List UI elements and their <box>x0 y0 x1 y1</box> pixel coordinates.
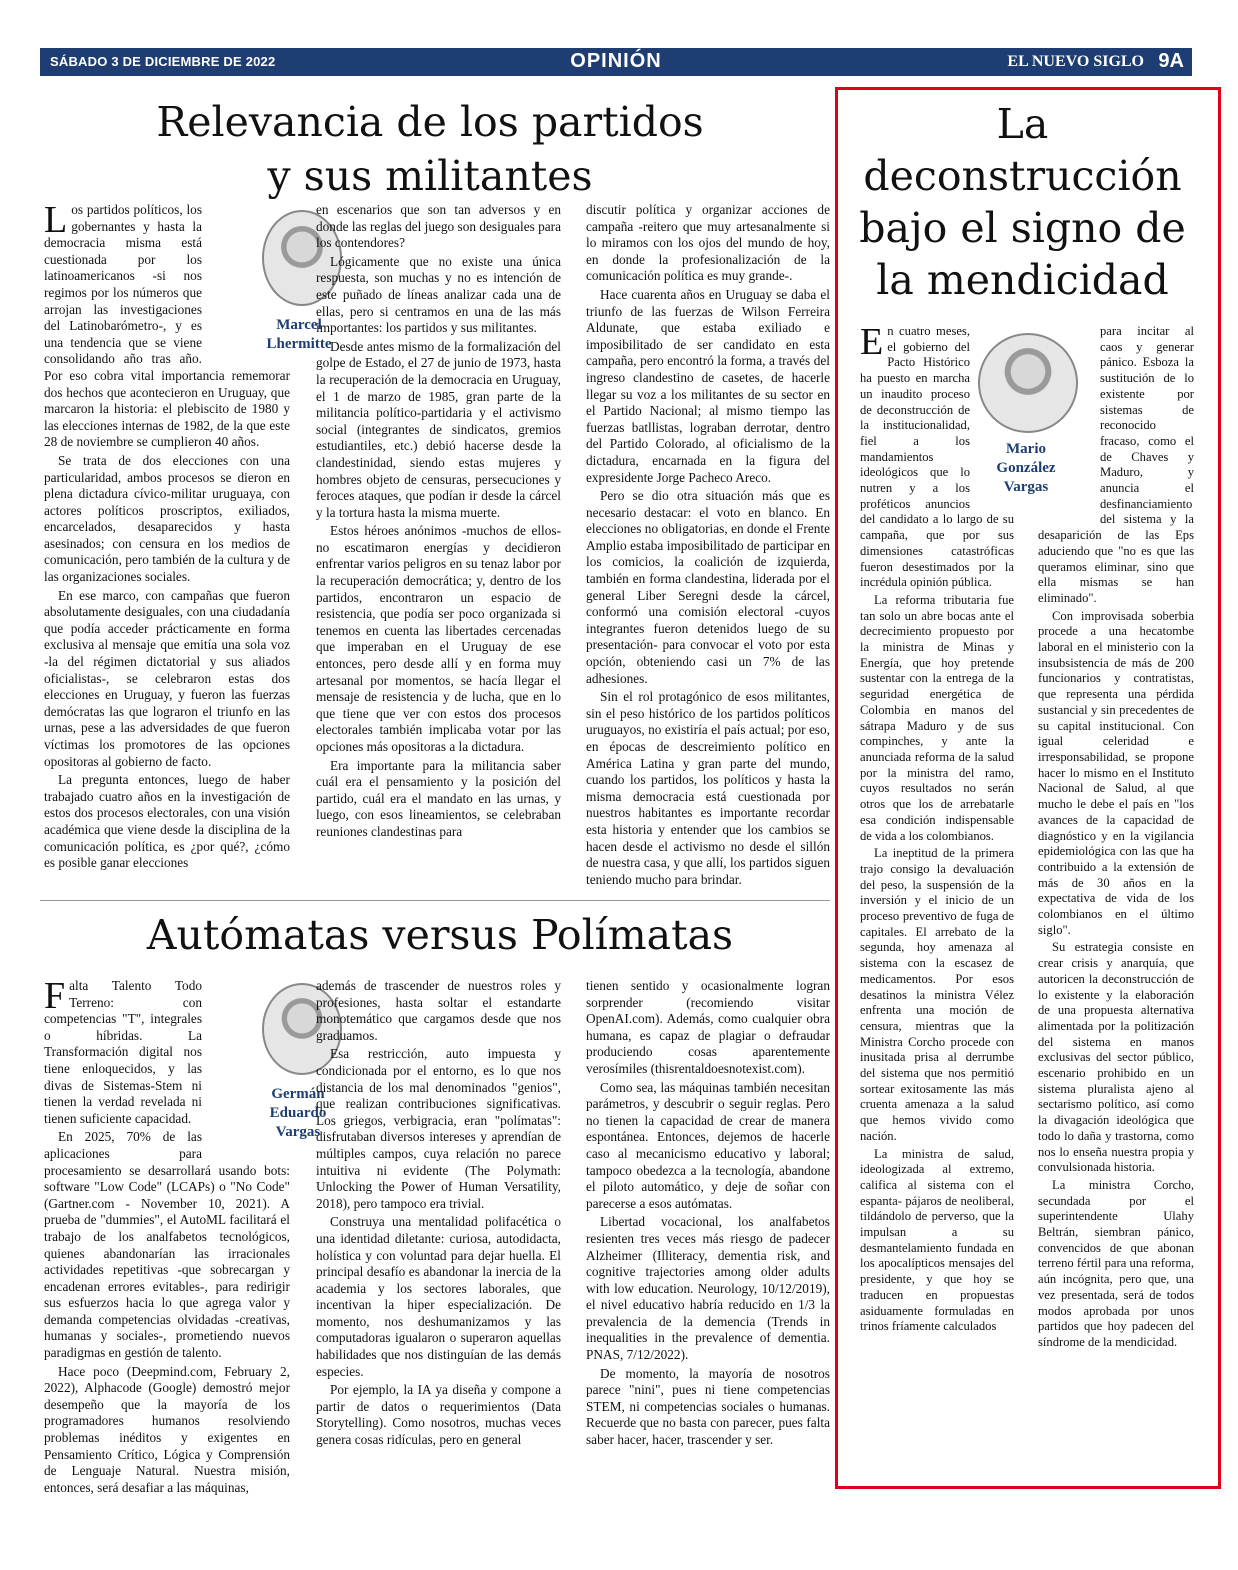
article2-col3-p1: Como sea, las máquinas también necesitan parámetros, y descubrir o seguir reglas. Pero no tienen la capacidad de crear de manera espontánea. Entonces, dejemos de hacerle caso al mecanicismo educativo y laboral; tampoco obedezca a la tecnología, abandone el piloto automático, y deje de soñar con parecerse a esos autómatas. <box>586 1079 830 1211</box>
header-paper-name: EL NUEVO SIGLO <box>1007 53 1144 70</box>
article1-col3-p1: Hace cuarenta años en Uruguay se daba el triunfo de las fuerzas de Wilson Ferreira Aldunate, que estaba exiliado e imposibilitado de ser candidato en esta campaña, pero encontró la forma, a través del ingreso clandestino de casetes, de hacerle llegar su voz a los militantes de su sector en el Partido Nacional; al mismo tiempo las fuerzas batllistas, lograban derrotar, dentro del Partido Colorado, al oficialismo de la dictadura, encarnada en la figura del expresidente Jorge Pacheco Areco. <box>586 286 830 485</box>
article1-col2-p1: Lógicamente que no existe una única respuesta, son muchas y no es intención de este puñado de líneas analizar cada una de ellas, pero si centramos en una de las más importantes: los partidos y sus militantes. <box>316 253 561 336</box>
article3-col1-p2: La ineptitud de la primera trajo consigo la devaluación del peso, la suspensión de la inversión y el inicio de un proceso preventivo de fuga de capitales. El arrebato de la segunda, hoy amenaza al sistema con la escasez de medicamentos. Por esos desatinos la ministra Vélez enfrenta una moción de censura, mientras que la Ministra Corcho procede con inusitada prisa al derrumbe del sistema que nos permitió sortear exitosamente las más cruenta amenaza a la salud que hemos vivido como nación. <box>860 846 1014 1143</box>
article1-title-line2: y sus militantes <box>267 152 593 200</box>
article1-column-1 <box>44 199 290 892</box>
article3-title <box>850 98 1195 306</box>
article3-col2-p2: Su estrategia consiste en crear crisis y anarquía, que autoricen la deconstrucción de lo existente y la elaboración de una propuesta alternativa alimentada por la politización del sistema en manos exclusivas del sector público, escenario prohibido en un sistema pluralista ajeno al sectarismo político, así como la divagación ideológica que todo lo daña y trastorna, como nos lo enseña nuestra propia y convulsionada historia. <box>1038 940 1194 1175</box>
article3-col1-p1: La reforma tributaria fue tan solo un abre bocas ante el decrecimiento propuesto por la ministra de Minas y Energía, que hoy pretende sustentar con la entrega de la seguridad energética de Colombia en manos del sátrapa Maduro y de sus compinches, y ante la anunciada reforma de la salud por la ministra del ramo, cuyos resultados no serán otros que los de arrebatarle esa condición indispensable de vida a los colombianos. <box>860 592 1014 843</box>
article3-col2-p1: Con improvisada soberbia procede a una hecatombe laboral en el ministerio con la insubsistencia de más de 200 funcionarios y contratistas, que representa una pérdida sustancial y sin precedentes de su capital institucional. Con igual celeridad e irresponsabilidad, se propone hacer lo mismo en el Instituto Nacional de Salud, al que mucho le debe el país en "los avances de la capacidad de diagnóstico y en la vigilancia epidemiológica con las que ha contribuido a la extensión de más de 30 años en la expectativa de vida de los colombianos en el último siglo". <box>1038 608 1194 937</box>
article1-col1-p2: En ese marco, con campañas que fueron absolutamente desiguales, con una ciudadanía que podía acceder prácticamente en forma exclusiva al mensaje que emitía una sola voz -la del régimen dictatorial y sus aliados oficialistas-, se celebraron estas dos elecciones en Uruguay, y fueron las fuerzas demócratas las que lograron el triunfo en las urnas, pese a las adversidades de que fueron víctimas los promotores de las opciones opositoras al gobierno de facto. <box>44 587 290 769</box>
article2-col2-p1: Esa restricción, auto impuesta y condicionada por el entorno, es lo que nos distancia de los mal denominados "genios", que realizan contribuciones significativas. Los griegos, verbigracia, eran "polímatas": disfrutaban diversos intereses y aprendían de múltiples campos, cuya relación no parece intuitiva ni evidente (The Polymath: Unlocking the Power of Human Versatility, 2018), pero tampoco era trivial. <box>316 1046 561 1211</box>
article3-col1-p0: n cuatro meses, el gobierno del Pacto Histórico ha puesto en marcha un inaudito proceso de deconstrucción de la institucionalidad, fiel a los mandamientos ideológicos que lo nutren y a los proféticos anuncios del candidato a lo largo de su campaña, que por sus dimensiones catastróficas fueron desestimados por la incrédula opinión pública. <box>860 324 1014 590</box>
article3-title-line1: La <box>996 100 1049 148</box>
article3-title-line4: la mendicidad <box>876 256 1169 304</box>
article3-col2-p3: La ministra Corcho, secundada por el superintendente Ulahy Beltrán, siembran pánico, convencidos de que abonan terreno fértil para una reforma, aún incógnita, pero que, una vez presentada, será de todos modos aprobada por unos partidos que hoy padecen del síndrome de la mendicidad. <box>1038 1177 1194 1349</box>
article2-author-name: Germán Eduardo Vargas <box>269 1086 327 1140</box>
article3-column-2 <box>1038 324 1194 1474</box>
article3-dropcap: E <box>860 321 884 363</box>
article1-dropcap: L <box>44 199 68 241</box>
header-date: SÁBADO 3 DE DICIEMBRE DE 2022 <box>50 54 276 69</box>
article2-col3-p3: De momento, la mayoría de nosotros parece "nini", pues ni tiene competencias STEM, ni competencias sociales o humanas. Recuerde que no basta con parecer, pues falta saber hacer, hacer, trascender y ser. <box>586 1365 830 1448</box>
article3-col2-p0: para incitar al caos y generar pánico. Esboza la sustitución de lo existente por sistemas de reconocido fracaso, como el de Chaves y Maduro, y anuncia el desfinanciamiento del sistema y la desaparición de las Eps aduciendo que "no es que las queramos eliminar, sino que ella mismas se han eliminado". <box>1038 324 1194 605</box>
article1-column-3 <box>586 202 830 892</box>
article1-col3-p2: Pero se dio otra situación más que es necesario destacar: el voto en blanco. En elecciones no obligatorias, en donde el Frente Amplio estaba imposibilitado de participar en los comicios, la coalición de izquierda, también en forma clandestina, liderada por el general Liber Seregni desde la cárcel, conformó una comisión electoral -cuyos integrantes fueron detenidos luego de su presentación- para convocar el voto por esta opción, obteniendo casi un 7% de las adhesiones. <box>586 488 830 686</box>
article2-col1-p1: En 2025, 70% de las aplicaciones para procesamiento se desarrollará usando bots: software "Low Code" (LCAPs) o "No Code" (Gartner.com - November 10, 2021). A prueba de "dummies", el AutoML facilitará el trabajo de los analfabetos tecnológicos, quienes abandonarían las irracionales actividades repetitivas -que sobrecargan y encadenan errores evitables-, para redirigir sus esfuerzos hacia lo que agrega valor y demanda competencias olvidadas -creativas, humanas y sociales-, prometiendo nuevos paradigmas en gestión de talento. <box>44 1129 290 1361</box>
article1-col1-p3: La pregunta entonces, luego de haber trabajado cuatro años en la investigación de estos dos procesos electorales, con una visión académica que viene desde la disciplina de la comunicación política, es ¿por qué?, ¿cómo es posible ganar elecciones <box>44 772 290 871</box>
article1-title <box>100 95 760 203</box>
article2-col2-p3: Por ejemplo, la IA ya diseña y compone a partir de datos o requerimientos (Data Storytelling). Como nosotros, muchas veces genera cosas ridículas, pero en general <box>316 1382 561 1448</box>
article1-col1-p0: os partidos políticos, los gobernantes y hasta la democracia misma está cuestionada por los latinoamericanos -si nos regimos por los números que arrojan las investigaciones del Latinobarómetro-, y es una tendencia que se viene consolidando año tras año. Por eso cobra vital importancia rememorar dos hechos que acontecieron en Uruguay, que marcaron la historia: el plebiscito de 1980 y las elecciones internas de 1982, de la que este 28 de noviembre se cumplieron 40 años. <box>44 202 290 450</box>
article1-col2-p4: Era importante para la militancia saber cuál era el pensamiento y la posición del partido, cuál era el mandato en las urnas, y luego, con esos lineamientos, se celebraban reuniones clandestinas para <box>316 757 561 839</box>
header-section: OPINIÓN <box>570 50 662 72</box>
article1-col2-p3: Estos héroes anónimos -muchos de ellos- no escatimaron energías y decidieron enfrentar varios peligros en su tenaz labor por la recuperación democrática; y, dentro de los partidos, encontraron un espacio de resistencia, que podía ser poco organizada si tenemos en cuenta las libertades cercenadas que imperaban en el Uruguay de ese entonces, pero desde allí y en forma muy artesanal por momentos, se hacía llegar el mensaje de resistencia y de lucha, que en lo que tiene que ver con estos dos procesos electorales también implicaba votar por las opciones más opositoras a la dictadura. <box>316 523 561 754</box>
article3-author-spacer-2 <box>1038 324 1096 518</box>
article1-col3-p3: Sin el rol protagónico de esos militantes, sin el peso histórico de los partidos políticos uruguayos, no existiría el país actual; por eso, en épocas de descreimiento político en América Latina y gran parte del mundo, cuando los partidos, los políticos y hasta la misma democracia está cuestionada por nuestros habitantes es importante recordar esta historia y entender que los cambios se hacen desde el activismo no desde el sillón de nuestra casa, y que allí, los partidos siguen teniendo mucho para brindar. <box>586 689 830 887</box>
article2-col3-p2: Libertad vocacional, los analfabetos resienten tres veces más riesgo de padecer Alzheimer (Illiteracy, dementia risk, and cognitive trajectories among older adults with low education. Neurology, 10/12/2019), el nivel educativo habría reducido en 1/3 la prevalencia de la demencia (Trends in inequalities in the prevalence of dementia. PNAS, 7/12/2022). <box>586 1214 830 1363</box>
article1-title-line1: Relevancia de los partidos <box>156 98 704 146</box>
article1-col1-p1: Se trata de dos elecciones con una particularidad, ambos procesos se dieron en plena dictadura cívico-militar uruguaya, con actores políticos proscriptos, exiliados, encarcelados, desaparecidos y hasta asesinados; con censura en los medios de comunicación, pero también de la cultura y de las organizaciones sociales. <box>44 452 290 585</box>
article2-col2-p2: Construya una mentalidad polifacética o una identidad diletante: curiosa, autodidacta, holística y con voluntad para dejar huella. El principal desafío es abandonar la inercia de la academia y los sectores laborales, que incentivan la hiper especialización. De momento, nos deshumanizamos y las computadoras igualaron o superaron aquellas habilidades que nos distinguían de las demás especies. <box>316 1214 561 1379</box>
article2-title: Autómatas versus Polímatas <box>146 911 734 959</box>
article-separator <box>40 900 830 901</box>
article2-col1-p0: alta Talento Todo Terreno: con competencias "T", integrales o híbridas. La Transformación digital nos tiene enloquecidos, y las divas de Sistemas-Stem ni tienen la verdad revelada ni tienen suficiente capacidad. <box>44 978 202 1126</box>
article2-col1-p2: Hace poco (Deepmind.com, February 2, 2022), Alphacode (Google) demostró mejor desempeño que la mayoría de los programadores humanos resolviendo problemas inéditos y exigentes en Pensamiento Crítico, Lógica y Comprensión de Lenguaje Natural. Nuestra misión, entonces, será desafiar a las máquinas, <box>44 1363 290 1495</box>
article3-col1-p3: La ministra de salud, ideologizada al extremo, califica al sistema con el espanta- pájaros de neoliberal, tildándolo de perverso, que la impulsan a su desmantelamiento fundada en los apocalípticos mensajes del presidente, y que hoy se traducen en propuestas asiduamente formuladas en trinos fríamente calculados <box>860 1146 1014 1334</box>
article2-column-1 <box>44 975 290 1495</box>
article2-col3-p0: tienen sentido y ocasionalmente logran sorprender (recomiendo visitar OpenAI.com). Además, como cualquier obra humana, es capaz de plagiar o defraudar produciendo cosas aparentemente verosímiles (thisrentaldoesnotexist.com). <box>586 978 830 1076</box>
article1-col3-p0: discutir política y organizar acciones de campaña -reitero que muy artesanalmente si lo miramos con los ojos del mundo de hoy, en donde la profesionalización de la comunicación política es muy grande-. <box>586 202 830 284</box>
article3-title-line3: bajo el signo de <box>859 204 1186 252</box>
article2-col2-p0: además de trascender de nuestros roles y profesiones, hasta soltar el estandarte monotemático que cargamos desde que nos graduamos. <box>316 978 561 1043</box>
article1-author-name: Marcel Lhermitte <box>266 317 332 352</box>
article3-title-line2: deconstrucción <box>863 152 1182 200</box>
page-header <box>40 48 1192 76</box>
header-page-number: 9A <box>1158 50 1184 72</box>
article2-dropcap: F <box>44 975 66 1017</box>
article1-col2-p0: en escenarios que son tan adversos y en donde las reglas del juego son desiguales para los contendores? <box>316 202 561 251</box>
article1-column-2 <box>316 202 561 892</box>
article3-author-name: Mario González Vargas <box>996 441 1056 495</box>
article1-col2-p2: Desde antes mismo de la formalización del golpe de Estado, el 27 de junio de 1973, hasta la recuperación de la democracia en Uruguay, el 1 de marzo de 1985, gran parte de la militancia político-partidaria y el activismo social (integrantes de sindicatos, gremios estudiantiles, etc.) debió hacerse desde la clandestinidad, siendo estas mujeres y hombres objeto de censuras, persecuciones y feroces ataques, que podían ir desde la cárcel y la tortura hasta la misma muerte. <box>316 338 561 520</box>
article2-column-2 <box>316 978 561 1478</box>
article2-column-3 <box>586 978 830 1478</box>
